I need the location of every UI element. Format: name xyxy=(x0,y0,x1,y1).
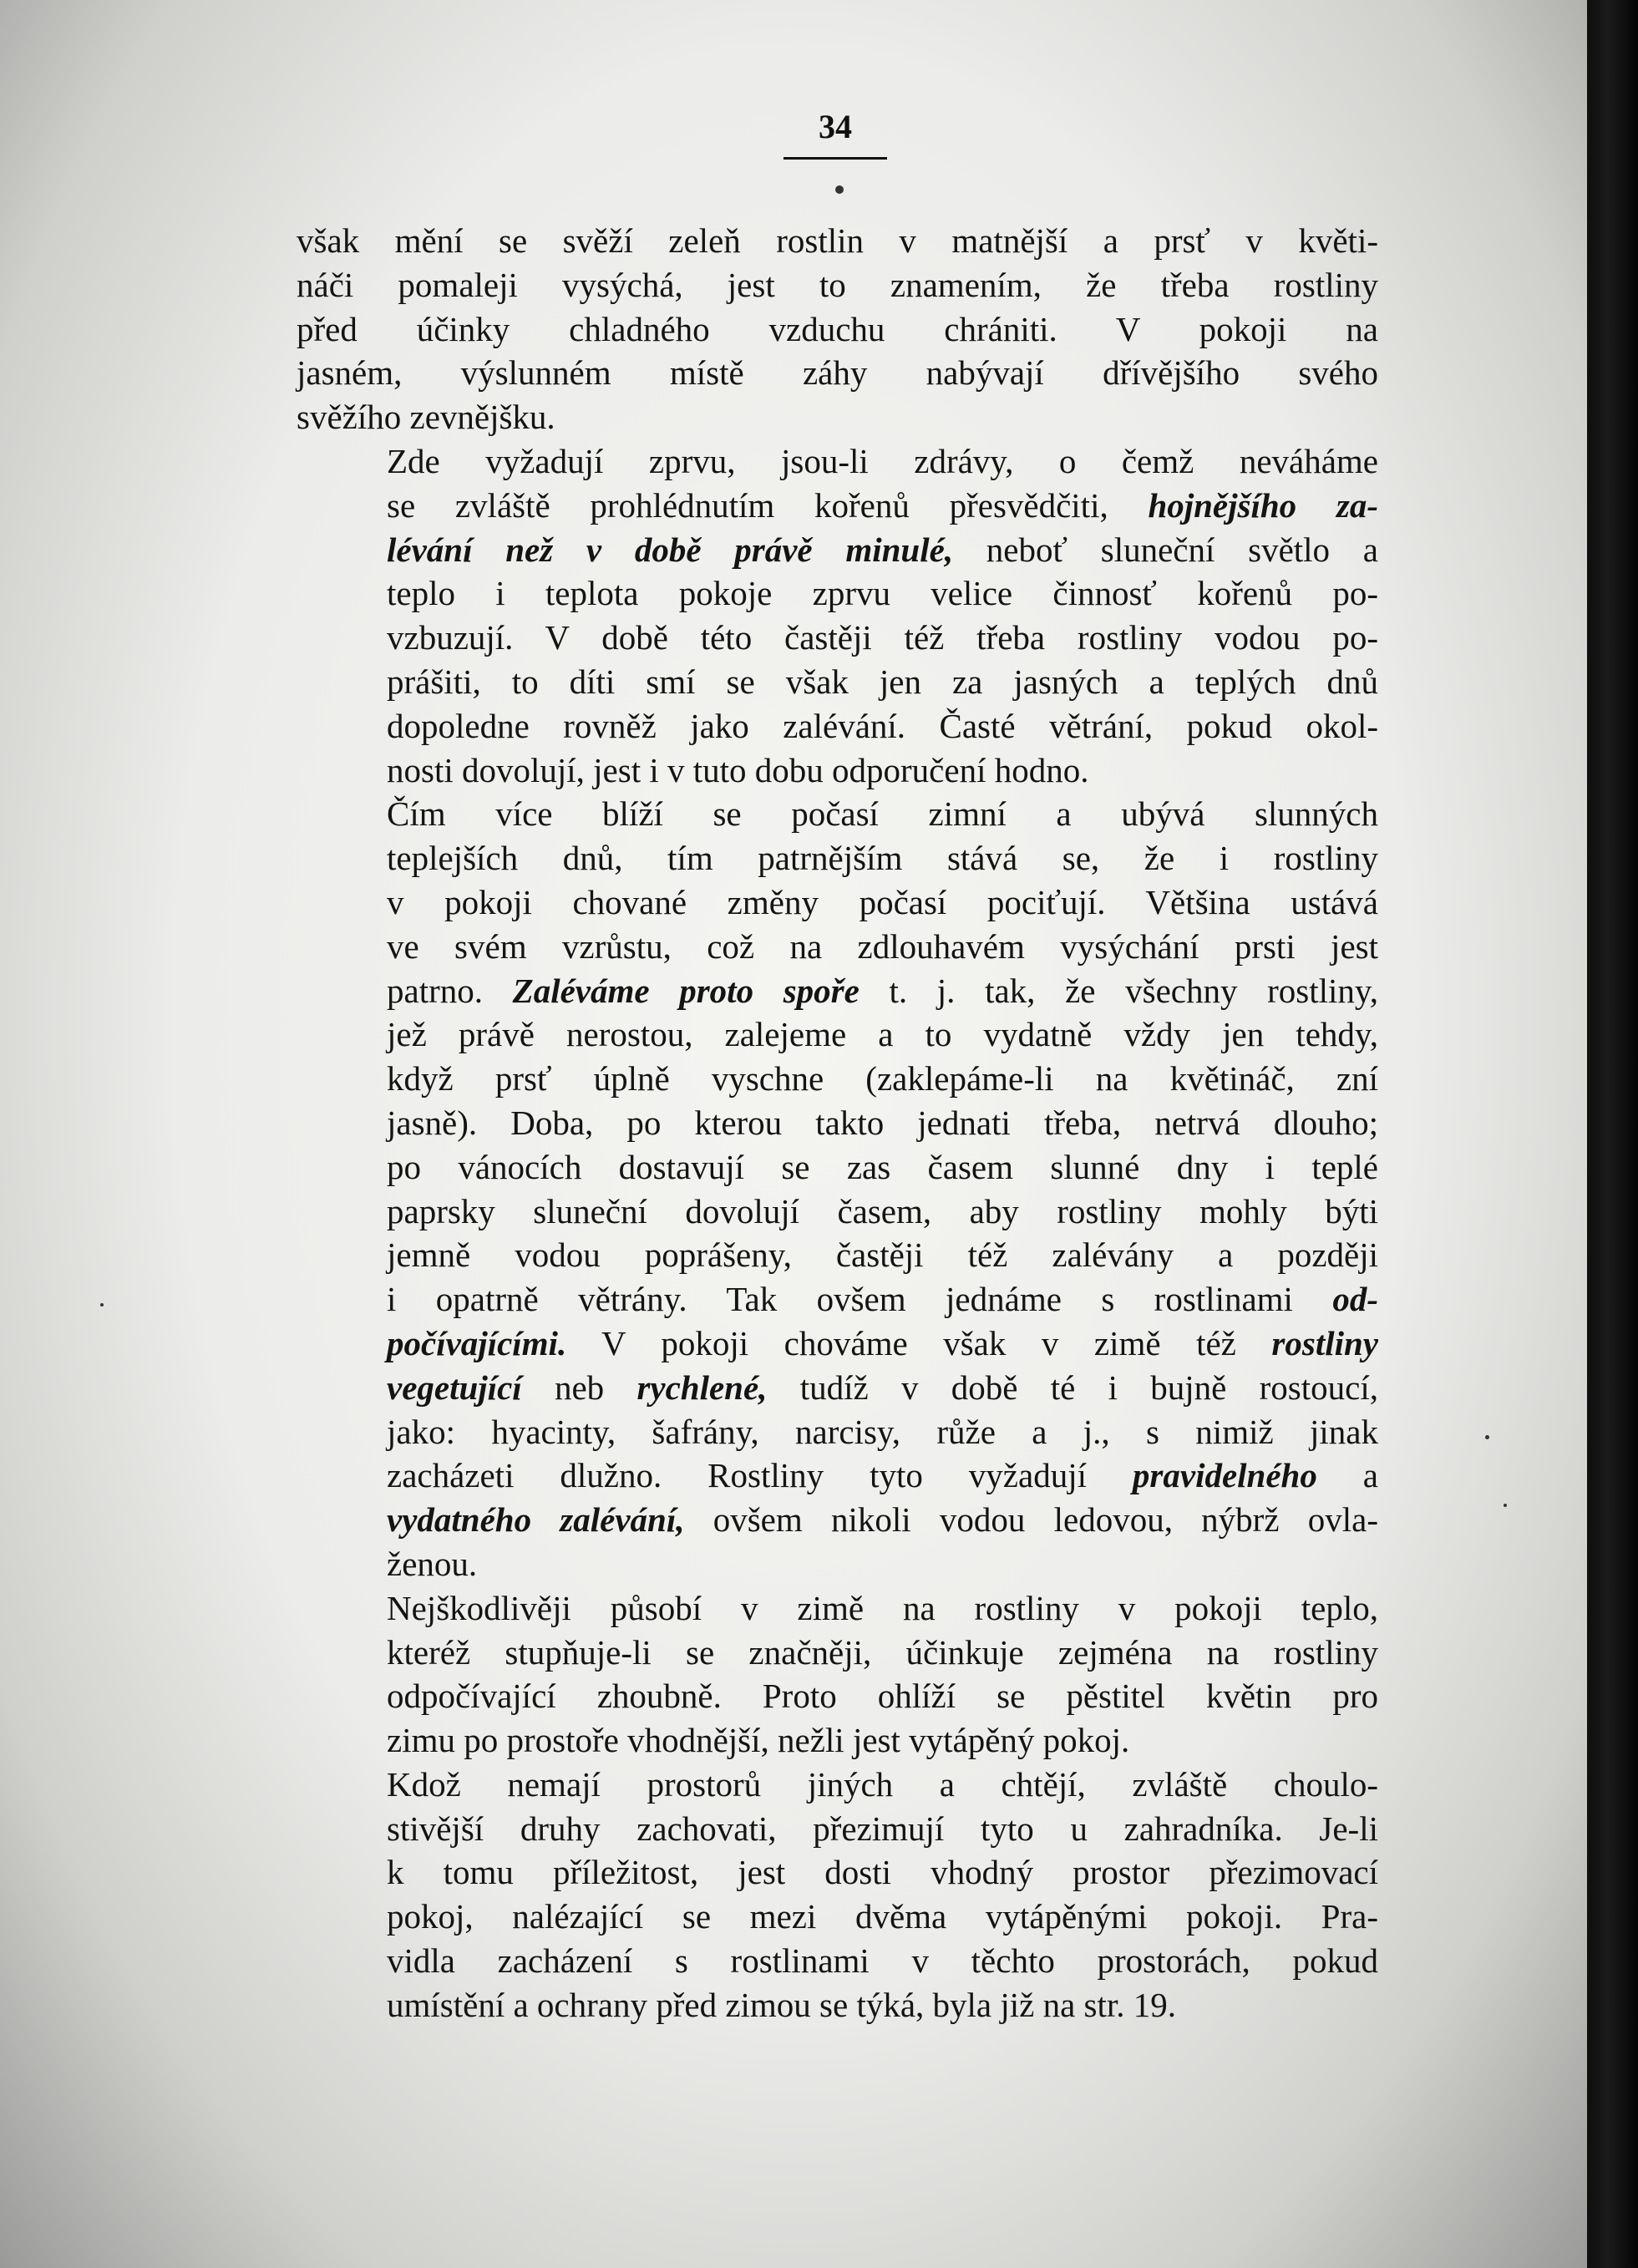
text-line xyxy=(297,925,1378,969)
text-line xyxy=(297,439,1378,484)
text-line xyxy=(297,219,1378,263)
text-line xyxy=(297,351,1378,395)
text-run: nosti dovolují, jest i v tuto dobu odporučení hodno. xyxy=(387,750,1089,789)
text-run: umístění a ochrany před zimou se týká, byla již na str. 19. xyxy=(387,1985,1177,2024)
text-run: zimu po prostoře vhodnější, nežli jest vytápěný pokoj. xyxy=(387,1721,1130,1760)
text-line xyxy=(297,660,1378,704)
paragraph-p3 xyxy=(297,792,1378,1586)
paragraph-p1 xyxy=(297,219,1378,439)
text-line xyxy=(297,528,1378,572)
text-run: když prsť úplně vyschne (zaklepáme-li na květináč, zní xyxy=(387,1059,1378,1098)
text-run: vzbuzují. V době této častěji též třeba rostliny vodou po- xyxy=(387,618,1378,657)
text-line xyxy=(297,792,1378,836)
emphasized-text: lévání než v době právě minulé, xyxy=(387,530,954,569)
text-run: po vánocích dostavují se zas časem slunné dny i teplé xyxy=(387,1147,1378,1186)
text-run: Čím více blíží se počasí zimní a ubývá slunných xyxy=(387,794,1378,834)
text-line xyxy=(297,1101,1378,1145)
text-run: však mění se svěží zeleň rostlin v matnější a prsť v květi- xyxy=(297,221,1378,260)
text-run: se zvláště prohlédnutím kořenů přesvědčiti, xyxy=(387,485,1149,525)
text-run: stivější druhy zachovati, přezimují tyto u zahradníka. Je-li xyxy=(387,1809,1378,1848)
text-run: Zde vyžadují zprvu, jsou-li zdrávy, o čemž neváháme xyxy=(387,441,1378,480)
text-run: neboť sluneční světlo a xyxy=(953,530,1378,569)
text-run: kteréž stupňuje-li se značněji, účinkuje zejména na rostliny xyxy=(387,1632,1378,1672)
text-line xyxy=(297,1322,1378,1366)
text-line xyxy=(297,1498,1378,1542)
text-run: jasně). Doba, po kterou takto jednati třeba, netrvá dlouho; xyxy=(387,1103,1378,1142)
page-number-rule xyxy=(784,157,887,160)
text-line xyxy=(297,1631,1378,1675)
text-line xyxy=(297,616,1378,660)
text-run: ženou. xyxy=(387,1544,478,1583)
text-run: k tomu příležitost, jest dosti vhodný prostor přezimovací xyxy=(387,1853,1378,1892)
text-line xyxy=(297,1542,1378,1586)
emphasized-text: vegetující xyxy=(387,1367,522,1407)
text-run: V pokoji chováme však v zimě též xyxy=(566,1323,1272,1362)
speck xyxy=(835,185,844,194)
text-run: prášiti, to díti smí se však jen za jasných a teplých dnů xyxy=(387,662,1378,701)
text-line xyxy=(297,1718,1378,1763)
text-line xyxy=(297,880,1378,925)
speck xyxy=(1485,1435,1489,1439)
text-run: jasném, výslunném místě záhy nabývají dřívějšího svého xyxy=(297,353,1378,393)
text-line xyxy=(297,1939,1378,1983)
text-line xyxy=(297,1277,1378,1322)
emphasized-text: od- xyxy=(1332,1280,1378,1319)
text-run: odpočívající zhoubně. Proto ohlíží se pěstitel květin pro xyxy=(387,1677,1378,1716)
text-line xyxy=(297,1586,1378,1631)
text-line xyxy=(297,1190,1378,1234)
text-line xyxy=(297,704,1378,748)
text-run: patrno. xyxy=(387,971,513,1010)
text-run: t. j. tak, že všechny rostliny, xyxy=(859,971,1378,1010)
text-line xyxy=(297,1012,1378,1057)
text-run: tudíž v době té i bujně rostoucí, xyxy=(767,1367,1378,1407)
text-line xyxy=(297,1454,1378,1498)
text-run: neb xyxy=(521,1367,637,1407)
text-line xyxy=(297,395,1378,439)
paragraph-p5 xyxy=(297,1763,1378,2027)
text-line xyxy=(297,1850,1378,1895)
text-line xyxy=(297,969,1378,1013)
text-run: svěžího zevnějšku. xyxy=(297,398,555,437)
text-line xyxy=(297,1145,1378,1190)
text-run: jež právě nerostou, zalejeme a to vydatně vždy jen tehdy, xyxy=(387,1015,1378,1054)
text-run: Nejškodlivěji působí v zimě na rostliny v pokoji teplo, xyxy=(387,1588,1378,1627)
page-number: 34 xyxy=(819,108,852,145)
text-run: jako: hyacinty, šafrány, narcisy, růže a j., s nimiž jinak xyxy=(387,1412,1378,1451)
emphasized-text: vydatného zalévání, xyxy=(387,1500,685,1540)
text-line xyxy=(297,836,1378,880)
text-run: vidla zacházení s rostlinami v těchto prostorách, pokud xyxy=(387,1941,1378,1981)
text-line xyxy=(297,1366,1378,1410)
body-text xyxy=(297,219,1378,2027)
text-run: a xyxy=(1316,1456,1378,1495)
text-line xyxy=(297,1057,1378,1101)
text-run: před účinky chladného vzduchu chrániti. V pokoji na xyxy=(297,309,1378,348)
emphasized-text: hojnějšího za- xyxy=(1148,485,1378,525)
text-run: pokoj, nalézající se mezi dvěma vytápěnými pokoji. Pra- xyxy=(387,1897,1378,1936)
scan-border xyxy=(1587,0,1638,2268)
text-line xyxy=(297,484,1378,528)
text-run: dopoledne rovněž jako zalévání. Časté větrání, pokud okol- xyxy=(387,706,1378,745)
text-line xyxy=(297,1807,1378,1851)
emphasized-text: rostliny xyxy=(1271,1323,1378,1362)
text-line xyxy=(297,1410,1378,1454)
text-run: paprsky sluneční dovolují časem, aby rostliny mohly býti xyxy=(387,1191,1378,1230)
text-run: Kdož nemají prostorů jiných a chtějí, zvláště choulo- xyxy=(387,1764,1378,1804)
speck xyxy=(100,1303,104,1307)
text-run: zacházeti dlužno. Rostliny tyto vyžadují xyxy=(387,1456,1133,1495)
text-line xyxy=(297,1674,1378,1718)
emphasized-text: pravidelného xyxy=(1132,1456,1317,1495)
emphasized-text: počívajícími. xyxy=(387,1323,567,1362)
text-run: ve svém vzrůstu, což na zdlouhavém vysýchání prsti jest xyxy=(387,926,1378,966)
text-line xyxy=(297,307,1378,352)
emphasized-text: Zaléváme proto spoře xyxy=(512,971,860,1010)
text-line xyxy=(297,1983,1378,2027)
text-line xyxy=(297,1763,1378,1807)
text-run: ovšem nikoli vodou ledovou, nýbrž ovla- xyxy=(684,1500,1378,1540)
text-run: náči pomaleji vysýchá, jest to znamením, že třeba rostliny xyxy=(297,265,1378,304)
speck xyxy=(1504,1504,1507,1507)
text-run: i opatrně větrány. Tak ovšem jednáme s rostlinami xyxy=(387,1280,1333,1319)
text-run: teplejších dnů, tím patrnějším stává se, že i rostliny xyxy=(387,839,1378,878)
text-line xyxy=(297,1895,1378,1939)
paragraph-p4 xyxy=(297,1586,1378,1763)
emphasized-text: rychlené, xyxy=(636,1367,768,1407)
text-line xyxy=(297,263,1378,307)
paragraph-p2 xyxy=(297,439,1378,792)
text-line xyxy=(297,1233,1378,1277)
text-line xyxy=(297,571,1378,616)
text-run: jemně vodou poprášeny, častěji též zalévány a později xyxy=(387,1235,1378,1275)
text-run: v pokoji chované změny počasí pociťují. Většina ustává xyxy=(387,882,1378,921)
text-line xyxy=(297,748,1378,793)
text-run: teplo i teplota pokoje zprvu velice činnosť kořenů po- xyxy=(387,574,1378,613)
